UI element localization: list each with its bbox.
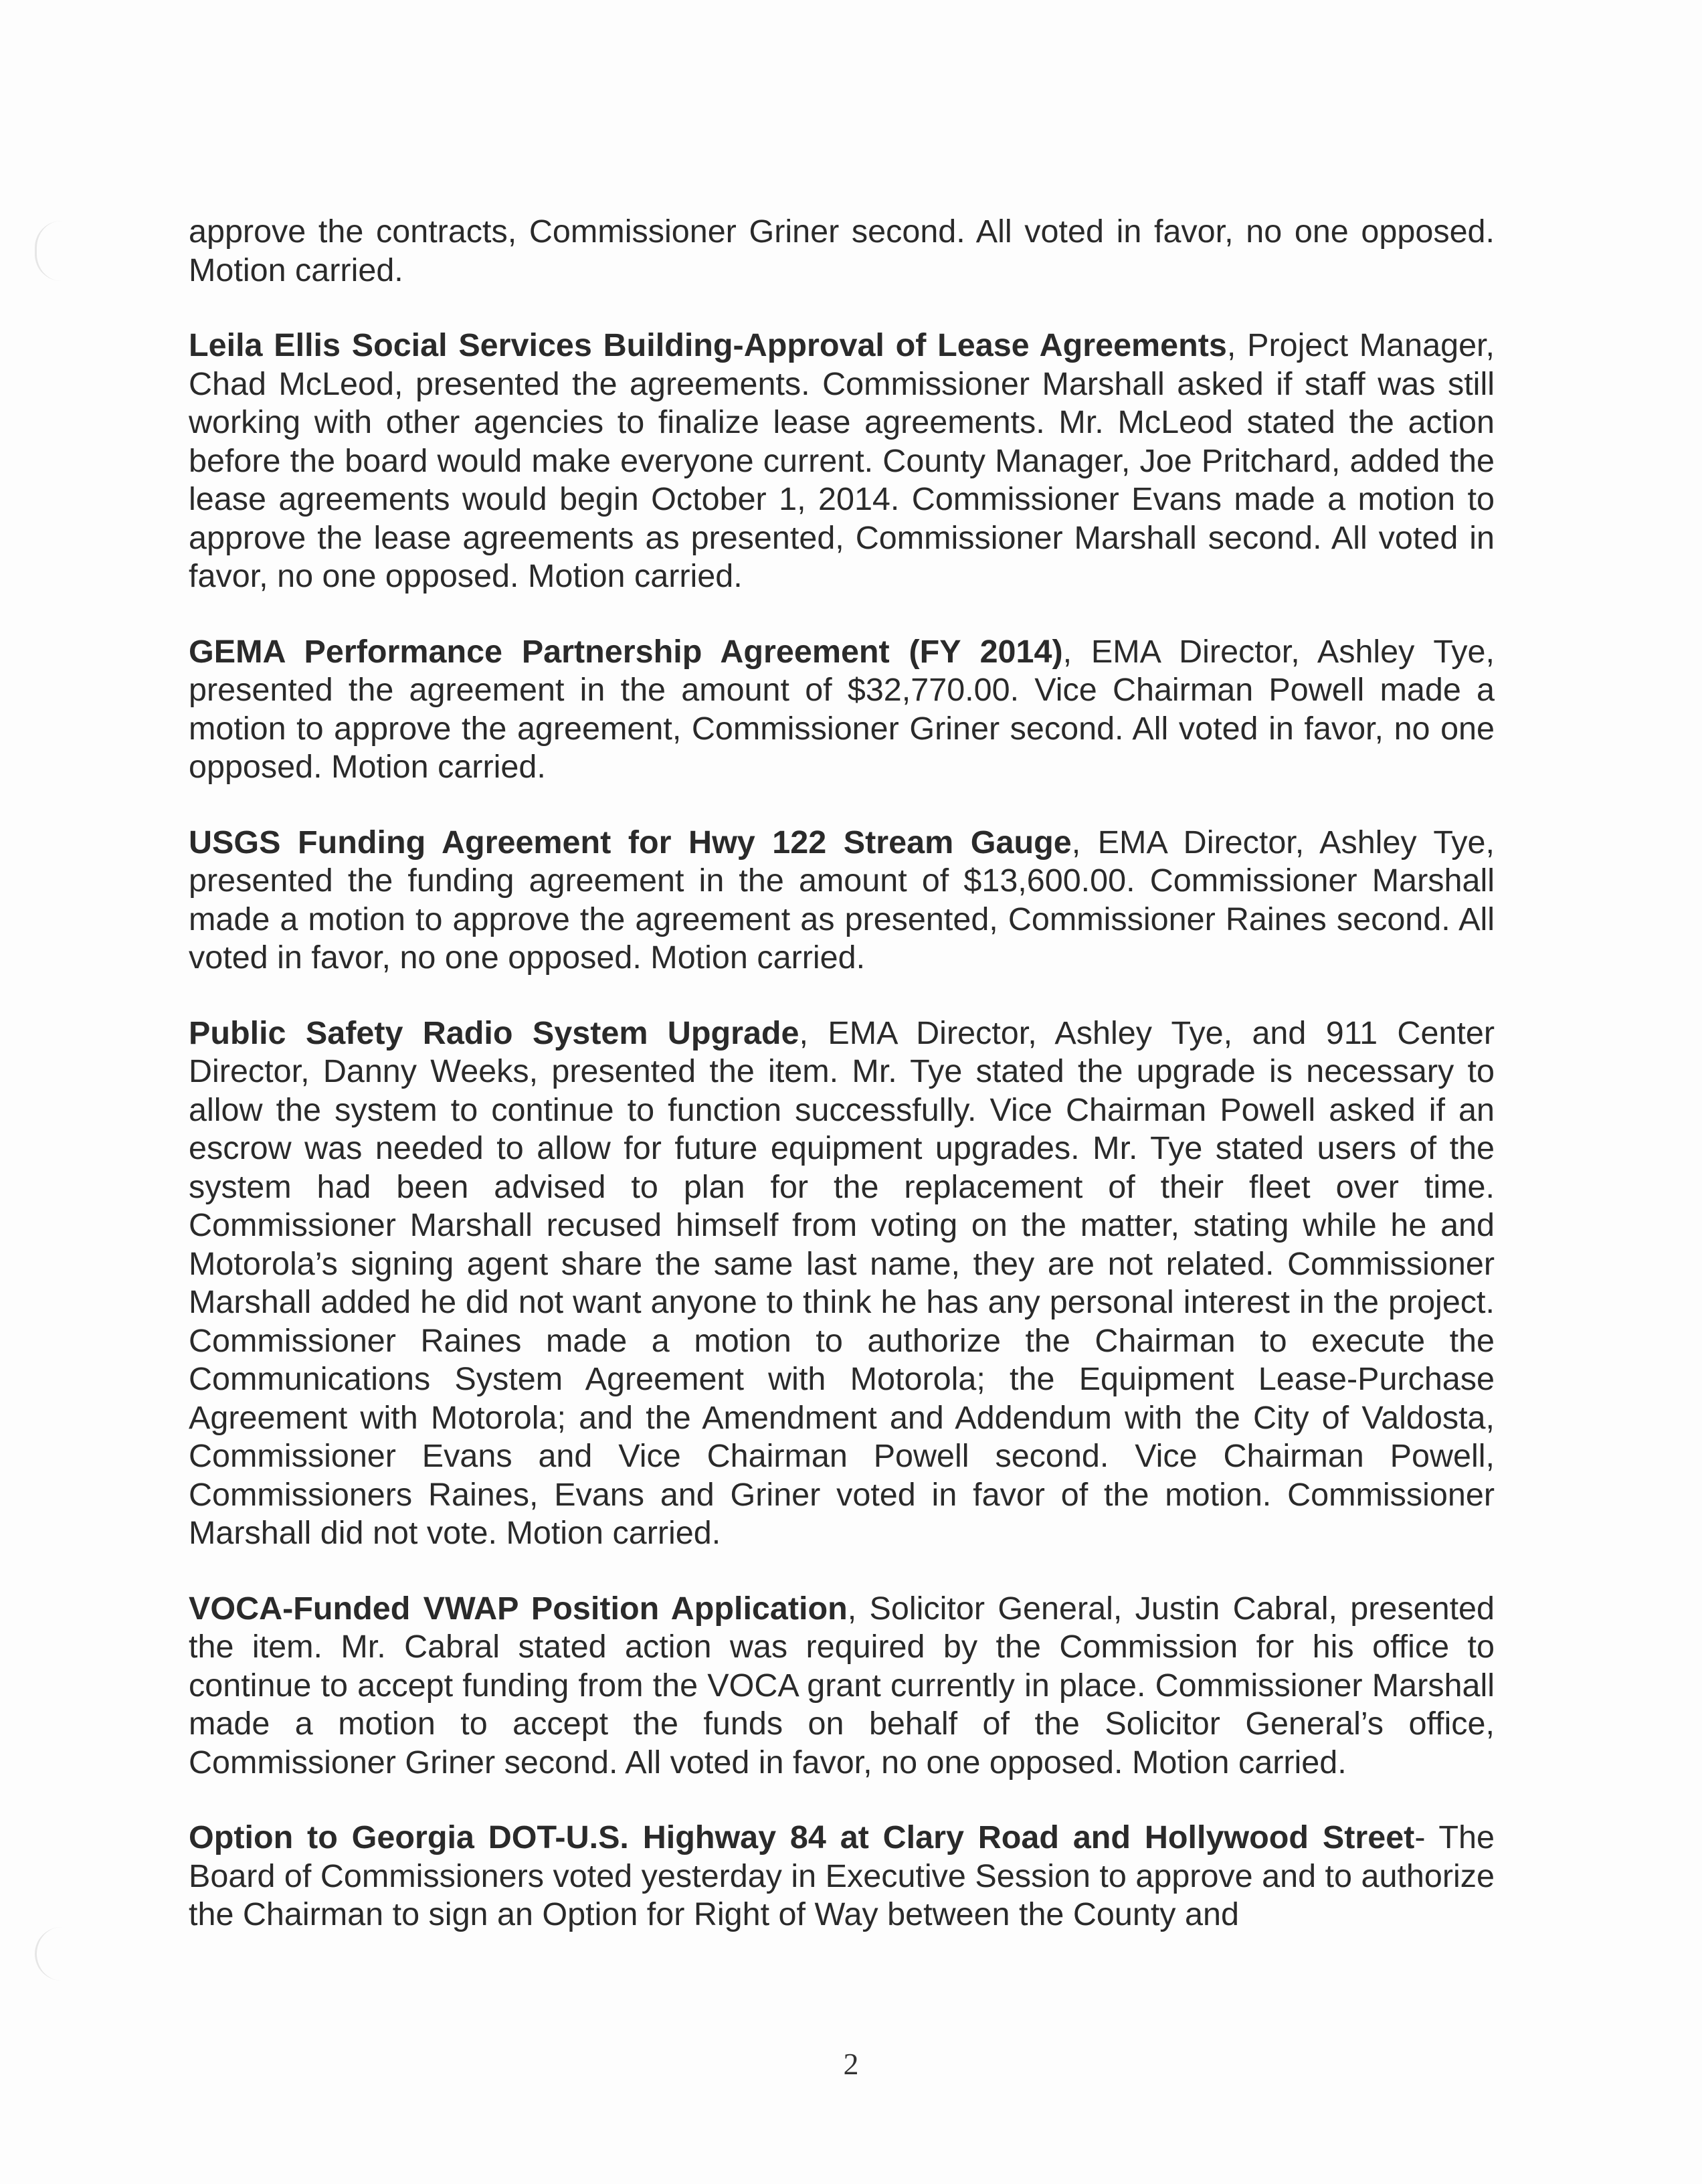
scan-edge-mark-top (35, 221, 64, 281)
paragraph-gema-agreement (189, 633, 1495, 787)
paragraph-body: , Solicitor General, Justin Cabral, presented the item. Mr. Cabral stated action was required by the Commission for his office to continue to accept funding from the VOCA grant currently in place. Commissioner Marshall made a motion to accept the funds on behalf of the Solicitor General’s office, Commissioner Griner second. All voted in favor, no one opposed. Motion carried. (189, 1590, 1495, 1781)
paragraph-body: , EMA Director, Ashley Tye, presented the funding agreement in the amount of $13,600.00. Commissioner Marshall made a motion to approve the agreement as presented, Commissioner Raines second. All voted in favor, no one opposed. Motion carried. (189, 824, 1495, 976)
paragraph-heading: Public Safety Radio System Upgrade (189, 1014, 799, 1051)
paragraph-heading: VOCA-Funded VWAP Position Application (189, 1590, 848, 1627)
paragraph-voca-vwap (189, 1590, 1495, 1783)
page-number: 2 (843, 2047, 859, 2081)
document-body (189, 213, 1495, 1971)
paragraph-heading: USGS Funding Agreement for Hwy 122 Stream Gauge (189, 824, 1072, 860)
paragraph-body: , Project Manager, Chad McLeod, presented the agreements. Commissioner Marshall asked if staff was still working with other agencies to finalize lease agreements. Mr. McLeod stated the action before the board would make everyone current. County Manager, Joe Pritchard, added the lease agreements would begin October 1, 2014. Commissioner Evans made a motion to approve the lease agreements as presented, Commissioner Marshall second. All voted in favor, no one opposed. Motion carried. (189, 327, 1495, 594)
paragraph-gdot-option (189, 1819, 1495, 1934)
paragraph-heading: Option to Georgia DOT-U.S. Highway 84 at Clary Road and Hollywood Street (189, 1819, 1415, 1855)
paragraph-body: - The Board of Commissioners voted yesterday in Executive Session to approve and to authorize the Chairman to sign an Option for Right of Way between the County and (189, 1819, 1495, 1932)
paragraph-heading: GEMA Performance Partnership Agreement (FY 2014) (189, 633, 1063, 670)
paragraph-heading: Leila Ellis Social Services Building-Approval of Lease Agreements (189, 327, 1227, 363)
paragraph-usgs-funding (189, 824, 1495, 978)
paragraph-radio-upgrade (189, 1014, 1495, 1553)
scan-edge-mark-bottom (35, 1927, 64, 1981)
paragraph-contracts-continuation (189, 213, 1495, 290)
paragraph-body: approve the contracts, Commissioner Griner second. All voted in favor, no one opposed. Motion carried. (189, 213, 1495, 288)
paragraph-body: , EMA Director, Ashley Tye, presented the agreement in the amount of $32,770.00. Vice Chairman Powell made a motion to approve the agreement, Commissioner Griner second. All voted in favor, no one opposed. Motion carried. (189, 633, 1495, 785)
paragraph-body: , EMA Director, Ashley Tye, and 911 Center Director, Danny Weeks, presented the item. Mr. Tye stated the upgrade is necessary to allow the system to continue to function successfully. Vice Chairman Powell asked if an escrow was needed to allow for future equipment upgrades. Mr. Tye stated users of the system had been advised to plan for the replacement of their fleet over time. Commissioner Marshall recused himself from voting on the matter, stating while he and Motorola’s signing agent share the same last name, they are not related. Commissioner Marshall added he did not want anyone to think he has any personal interest in the project. Commissioner Raines made a motion to authorize the Chairman to execute the Communications System Agreement with Motorola; the Equipment Lease-Purchase Agreement with Motorola; and the Amendment and Addendum with the City of Valdosta, Commissioner Evans and Vice Chairman Powell second. Vice Chairman Powell, Commissioners Raines, Evans and Griner voted in favor of the motion. Commissioner Marshall did not vote. Motion carried. (189, 1014, 1495, 1551)
paragraph-leila-ellis-lease (189, 327, 1495, 596)
